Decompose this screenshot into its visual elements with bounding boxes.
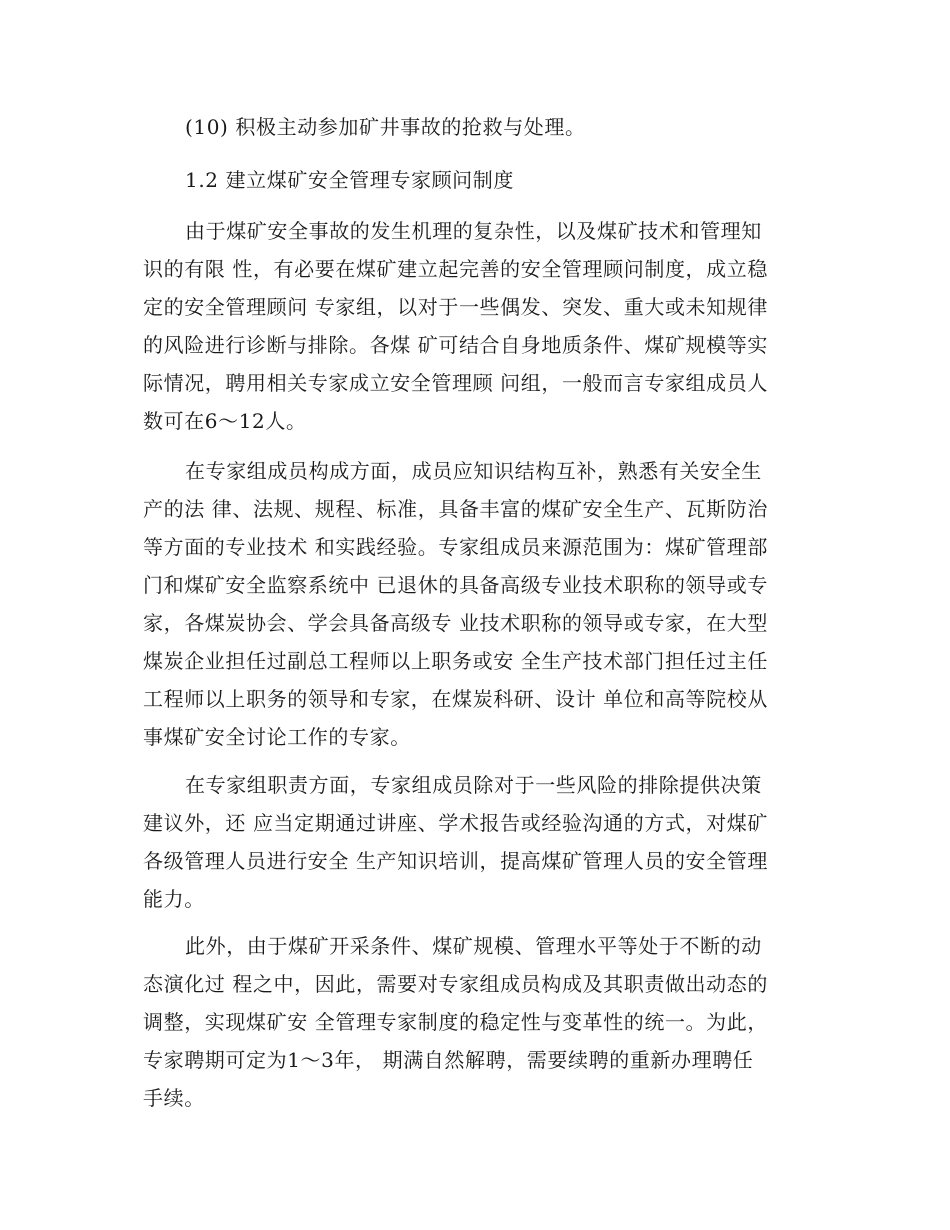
paragraph-line: 能力。 (143, 887, 205, 911)
paragraph-line: 家，各煤炭协会、学会具备高级专 业技术职称的领导或专家，在大型 (143, 611, 768, 635)
paragraph-line: 工程师以上职务的领导和专家，在煤炭科研、设计 单位和高等院校从 (143, 687, 768, 711)
paragraph-line: 识的有限 性，有必要在煤矿建立起完善的安全管理顾问制度，成立稳 (143, 257, 768, 281)
paragraph-line: 际情况，聘用相关专家成立安全管理顾 问组，一般而言专家组成员人 (143, 371, 768, 395)
paragraph-dynamic-adjustment (143, 927, 823, 1117)
list-item-10: (10) 积极主动参加矿井事故的抢救与处理。 (185, 115, 586, 139)
paragraph-expert-composition (143, 452, 823, 756)
paragraph-line: 数可在6〜12人。 (143, 409, 307, 433)
paragraph-expert-system-rationale (143, 212, 823, 440)
paragraph-line: 在专家组职责方面，专家组成员除对于一些风险的排除提供决策 (185, 773, 762, 797)
paragraph-line: 门和煤矿安全监察系统中 已退休的具备高级专业技术职称的领导或专 (143, 573, 768, 597)
paragraph-line: 产的法 律、法规、规程、标准，具备丰富的煤矿安全生产、瓦斯防治 (143, 497, 768, 521)
paragraph-line: 专家聘期可定为1〜3年， 期满自然解聘，需要续聘的重新办理聘任 (143, 1048, 754, 1072)
paragraph-line: 煤炭企业担任过副总工程师以上职务或安 全生产技术部门担任过主任 (143, 649, 768, 673)
paragraph-line: 此外，由于煤矿开采条件、煤矿规模、管理水平等处于不断的动 (185, 934, 762, 958)
paragraph-line: 事煤矿安全讨论工作的专家。 (143, 725, 411, 749)
paragraph-line: 在专家组成员构成方面，成员应知识结构互补，熟悉有关安全生 (185, 459, 762, 483)
paragraph-expert-duties (143, 766, 823, 918)
section-heading: 1.2 建立煤矿安全管理专家顾问制度 (185, 168, 514, 192)
paragraph-line: 等方面的专业技术 和实践经验。专家组成员来源范围为：煤矿管理部 (143, 535, 768, 559)
paragraph-line: 手续。 (143, 1086, 205, 1110)
paragraph-line: 的风险进行诊断与排除。各煤 矿可结合自身地质条件、煤矿规模等实 (143, 333, 768, 357)
paragraph-line: 由于煤矿安全事故的发生机理的复杂性，以及煤矿技术和管理知 (185, 219, 762, 243)
paragraph-line: 各级管理人员进行安全 生产知识培训，提高煤矿管理人员的安全管理 (143, 849, 768, 873)
paragraph-line: 调整，实现煤矿安 全管理专家制度的稳定性与变革性的统一。为此， (143, 1010, 768, 1034)
paragraph-line: 态演化过 程之中，因此，需要对专家组成员构成及其职责做出动态的 (143, 972, 768, 996)
paragraph-line: 定的安全管理顾问 专家组，以对于一些偶发、突发、重大或未知规律 (143, 295, 768, 319)
paragraph-line: 建议外，还 应当定期通过讲座、学术报告或经验沟通的方式，对煤矿 (143, 811, 768, 835)
